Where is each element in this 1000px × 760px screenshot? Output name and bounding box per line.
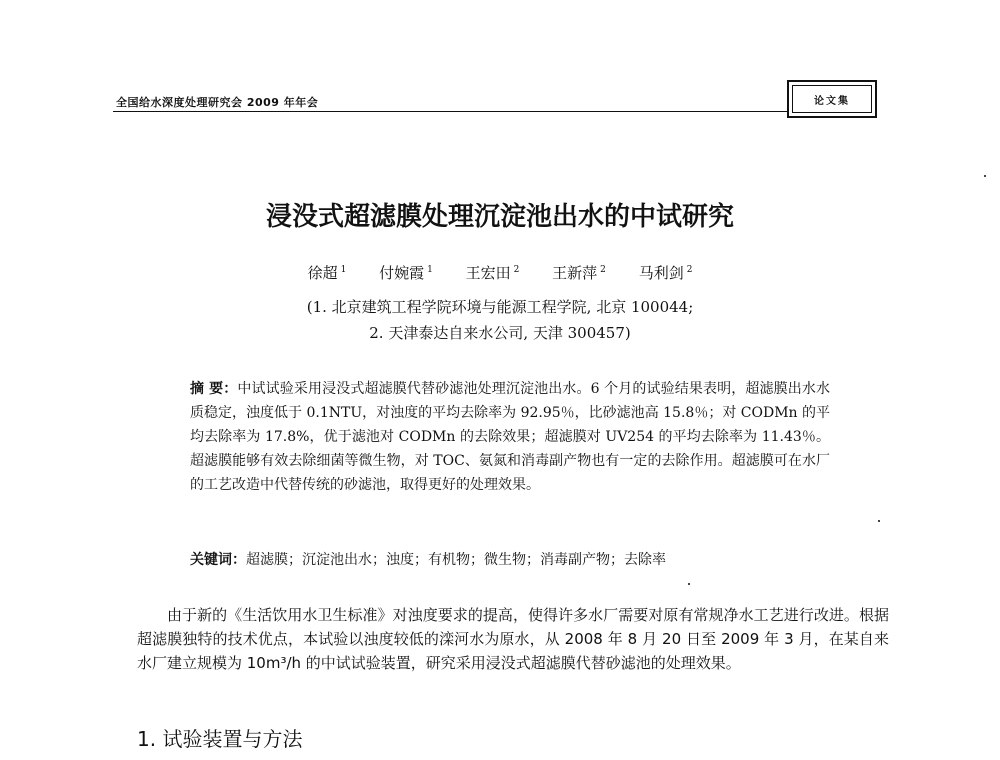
- author: 徐超 $^1$: [307, 264, 347, 282]
- paper-title: 浸没式超滤膜处理沉淀池出水的中试研究: [265, 202, 734, 232]
- keywords: [190, 549, 830, 569]
- proceedings-badge-label: 论文集: [814, 95, 850, 107]
- header-rule: [113, 111, 789, 112]
- affiliation-2: 2. 天津泰达自来水公司, 天津 300457): [369, 324, 631, 342]
- abstract-text: 中试试验采用浸没式超滤膜代替砂滤池处理沉淀池出水。6 个月的试验结果表明，超滤膜出水水质稳定，浊度低于 0.1NTU，对浊度的平均去除率为 92.95％，比砂滤池高 15.8％；对 CODMn 的平均去除率为 17.8%，优于滤池对 CODMn 的去除效果；超滤膜对 UV254 的平均去除率为 11.43％。超滤膜能够有效去除细菌等微生物，对 TOC、氨氮和消毒副产物也有一定的去除作用。超滤膜可在水厂的工艺改造中代替传统的砂滤池，取得更好的处理效果。: [190, 381, 830, 493]
- intro-paragraph: 由于新的《生活饮用水卫生标准》对浊度要求的提高，使得许多水厂需要对原有常规净水工艺进行改进。根据超滤膜独特的技术优点，本试验以浊度较低的滦河水为原水，从 2008 年 8 月 20 日至 2009 年 3 月，在某自来水厂建立规模为 10m³/h 的中试试验装置，研究采用浸没式超滤膜代替砂滤池的处理效果。: [137, 606, 889, 672]
- author: 王宏田 $^2$: [465, 264, 520, 282]
- author-list: [0, 262, 1000, 283]
- keywords-label: 关键词：: [190, 552, 246, 568]
- author: 马利剑 $^2$: [638, 264, 693, 282]
- abstract: [190, 377, 830, 497]
- proceedings-badge: [787, 80, 877, 118]
- author: 付婉霞 $^1$: [379, 264, 433, 282]
- scan-speck: [878, 520, 880, 522]
- scan-speck: [688, 583, 690, 585]
- affiliation-1: (1. 北京建筑工程学院环境与能源工程学院, 北京 100044;: [306, 298, 694, 316]
- section-heading: 1. 试验装置与方法: [137, 727, 303, 751]
- running-header: 全国给水深度处理研究会 2009 年年会: [116, 96, 319, 109]
- abstract-label: 摘 要：: [190, 381, 238, 397]
- scan-speck: [984, 175, 986, 177]
- author: 王新萍 $^2$: [552, 264, 606, 282]
- keywords-text: 超滤膜；沉淀池出水；浊度；有机物；微生物；消毒副产物；去除率: [246, 552, 666, 568]
